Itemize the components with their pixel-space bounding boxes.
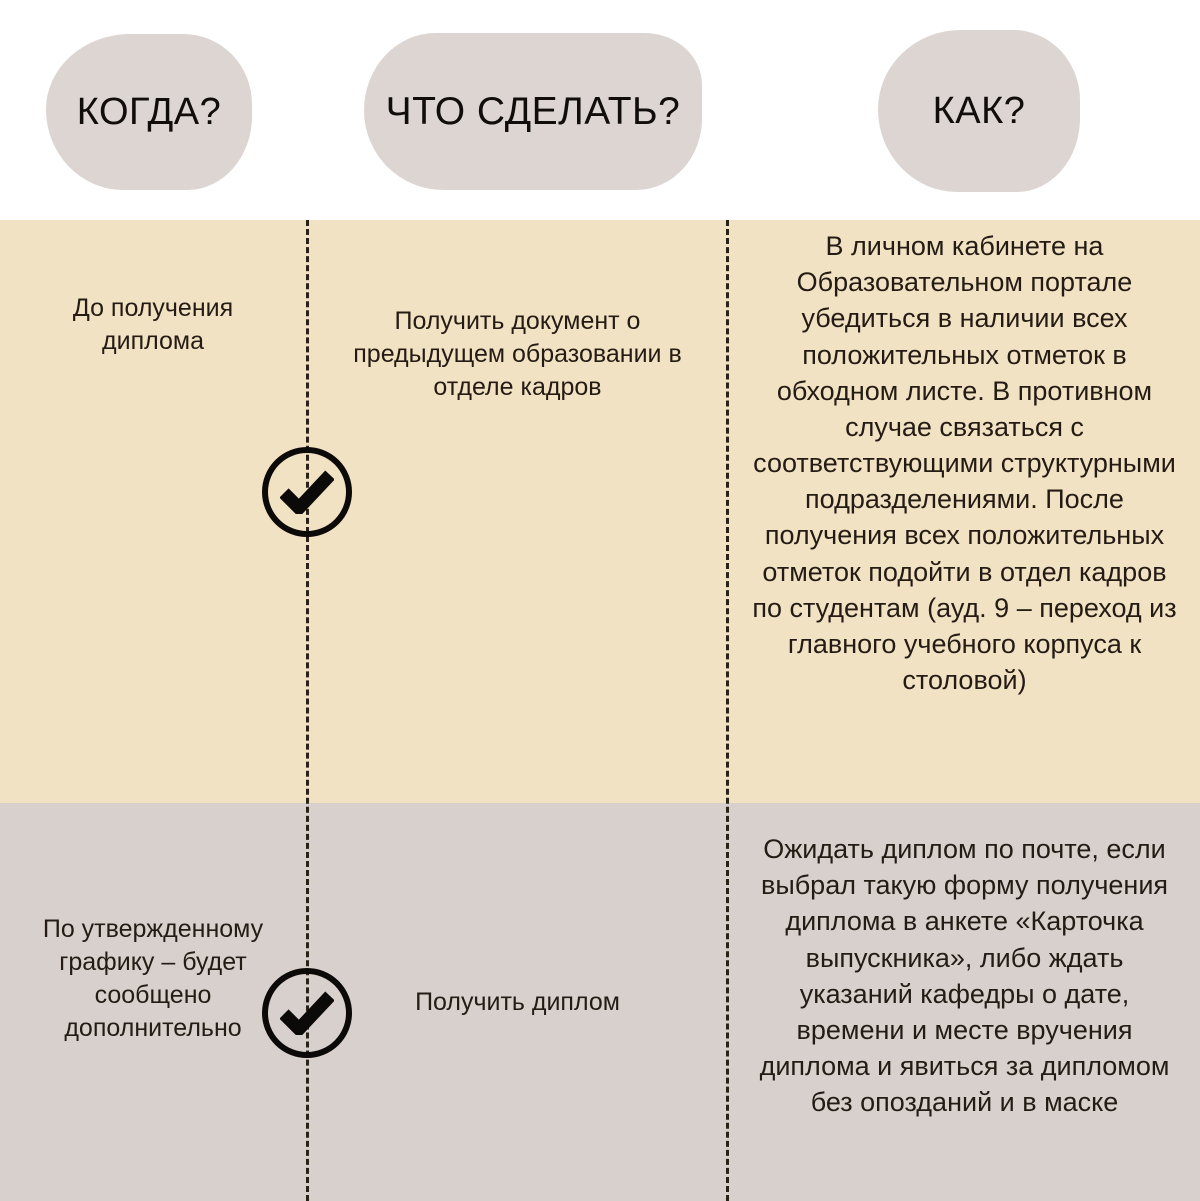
text-when-row1: До получения диплома [72,294,234,355]
check-mark-circle-icon [262,968,352,1058]
text-when-row2: По утвержденному графику – будет сообщено дополнительно [42,915,264,1042]
header-blob-how [878,30,1080,192]
cell-when-row1 [0,220,306,803]
text-how-row1: В личном кабинете на Образовательном портале убедиться в наличии всех положительных отметок в обходном листе. В противном случае связаться с соответствующими структурными подразделениями. После получения всех положительных отметок подойти в отдел кадров по студентам (ауд. 9 – переход из главного учебного корпуса к столовой) [752,231,1177,696]
header-blob-when [46,34,252,190]
check-mark-icon [280,470,334,514]
text-what-row1: Получить документ о предыдущем образовании в отделе кадров [353,307,682,401]
text-how-row2: Ожидать диплом по почте, если выбрал такую форму получения диплома в анкете «Карточка выпускника», либо ждать указаний кафедры о дате, времени и месте вручения диплома и явиться за дипломом без опозданий и в маске [759,834,1170,1118]
header-label-when: КОГДА? [76,91,222,133]
cell-how-row1 [729,220,1200,803]
check-mark-circle-icon [262,447,352,537]
header-label-how: КАК? [932,90,1026,132]
header-label-what: ЧТО СДЕЛАТЬ? [385,90,681,133]
text-what-row2: Получить диплом [415,987,620,1016]
header-row [0,0,1200,220]
check-mark-icon [280,991,334,1035]
cell-how-row2 [729,803,1200,1201]
cell-what-row2 [309,803,726,1201]
cell-when-row2 [0,803,306,1201]
cell-what-row1 [309,220,726,803]
header-blob-what [364,33,702,190]
